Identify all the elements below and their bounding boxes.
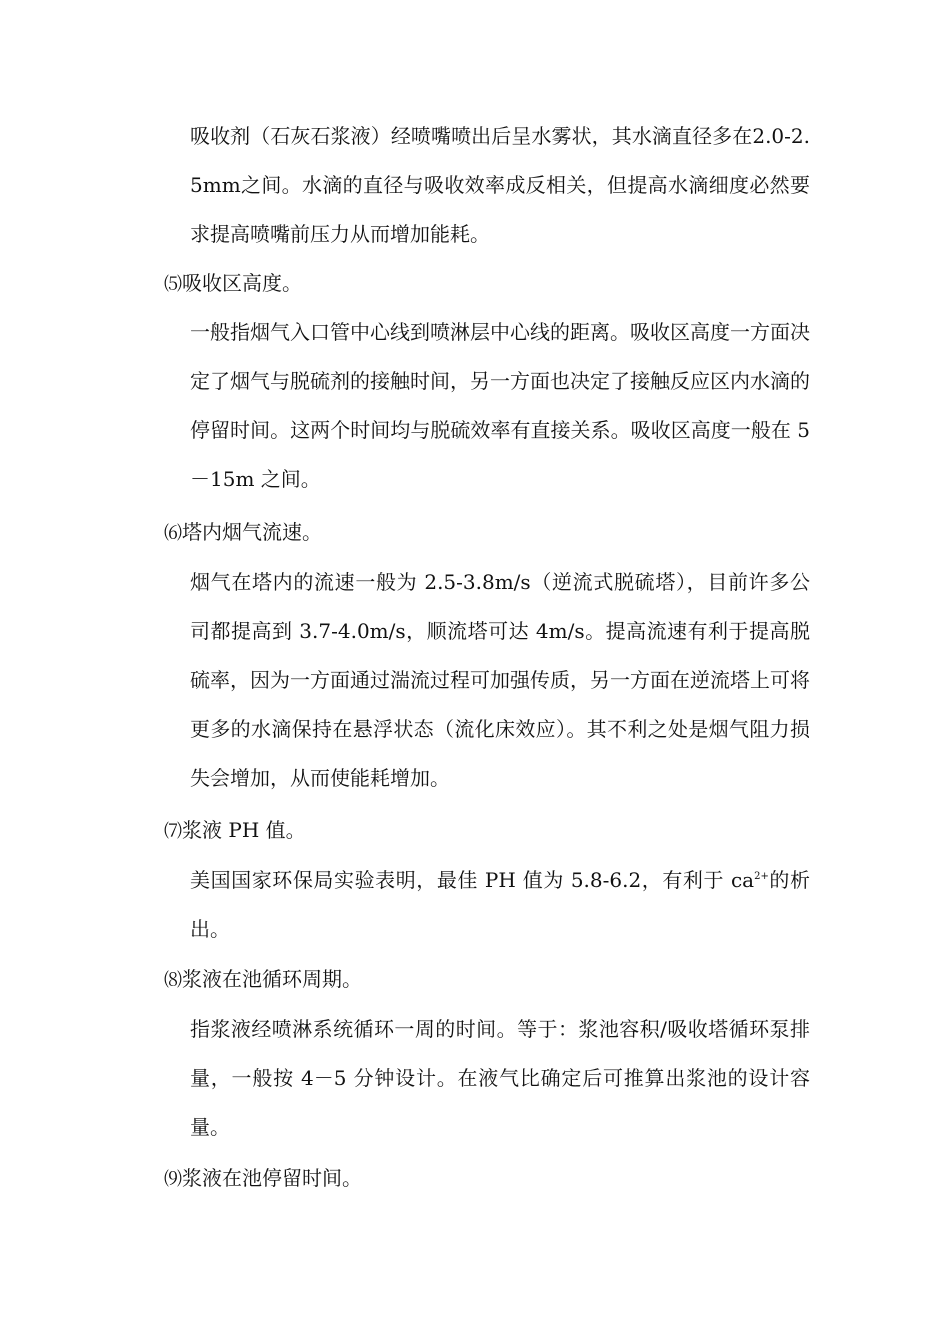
superscript-charge: 2+ xyxy=(754,871,769,882)
heading-slurry-ph xyxy=(164,806,804,856)
heading-text: 浆液在池循环周期。 xyxy=(182,967,362,991)
paragraph-absorbent-droplet: 吸收剂（石灰石浆液）经喷嘴喷出后呈水雾状，其水滴直径多在2.0-2.5mm之间。水滴的直径与吸收效率成反相关，但提高水滴细度必然要求提高喷嘴前压力从而增加能耗。 xyxy=(190,124,810,246)
heading-text: 塔内烟气流速。 xyxy=(182,520,322,544)
heading-number: ⑸ xyxy=(164,274,182,295)
heading-text: 吸收区高度。 xyxy=(182,271,302,295)
paragraph-flue-gas-velocity: 烟气在塔内的流速一般为 2.5-3.8m/s（逆流式脱硫塔），目前许多公司都提高到 3.7-4.0m/s，顺流塔可达 4m/s。提高流速有利于提高脱硫率，因为一方面通过湍流过程可加强传质，另一方面在逆流塔上可将更多的水滴保持在悬浮状态（流化床效应）。其不利之处是烟气阻力损失会增加，从而使能耗增加。 xyxy=(190,570,810,790)
heading-slurry-residence-time xyxy=(164,1154,804,1204)
heading-number: ⑻ xyxy=(164,970,182,991)
paragraph-slurry-ph xyxy=(190,856,810,954)
paragraph-text: 美国国家环保局实验表明，最佳 PH 值为 5.8-6.2，有利于 ca xyxy=(190,868,755,892)
heading-number: ⑼ xyxy=(164,1169,182,1190)
heading-number: ⑺ xyxy=(164,821,182,842)
heading-absorption-zone-height xyxy=(164,259,804,309)
heading-text: 浆液在池停留时间。 xyxy=(182,1166,362,1190)
heading-number: ⑹ xyxy=(164,523,182,544)
heading-flue-gas-velocity xyxy=(164,508,804,558)
paragraph-absorption-zone-height: 一般指烟气入口管中心线到喷淋层中心线的距离。吸收区高度一方面决定了烟气与脱硫剂的接触时间，另一方面也决定了接触反应区内水滴的停留时间。这两个时间均与脱硫效率有直接关系。吸收区高度一般在 5－15m 之间。 xyxy=(190,320,810,491)
paragraph-tail: 的析出。 xyxy=(190,868,811,941)
heading-text: 浆液 PH 值。 xyxy=(182,818,306,842)
paragraph-slurry-cycle-period: 指浆液经喷淋系统循环一周的时间。等于：浆池容积/吸收塔循环泵排量，一般按 4－5 分钟设计。在液气比确定后可推算出浆池的设计容量。 xyxy=(190,1017,810,1139)
heading-slurry-cycle-period xyxy=(164,955,804,1005)
